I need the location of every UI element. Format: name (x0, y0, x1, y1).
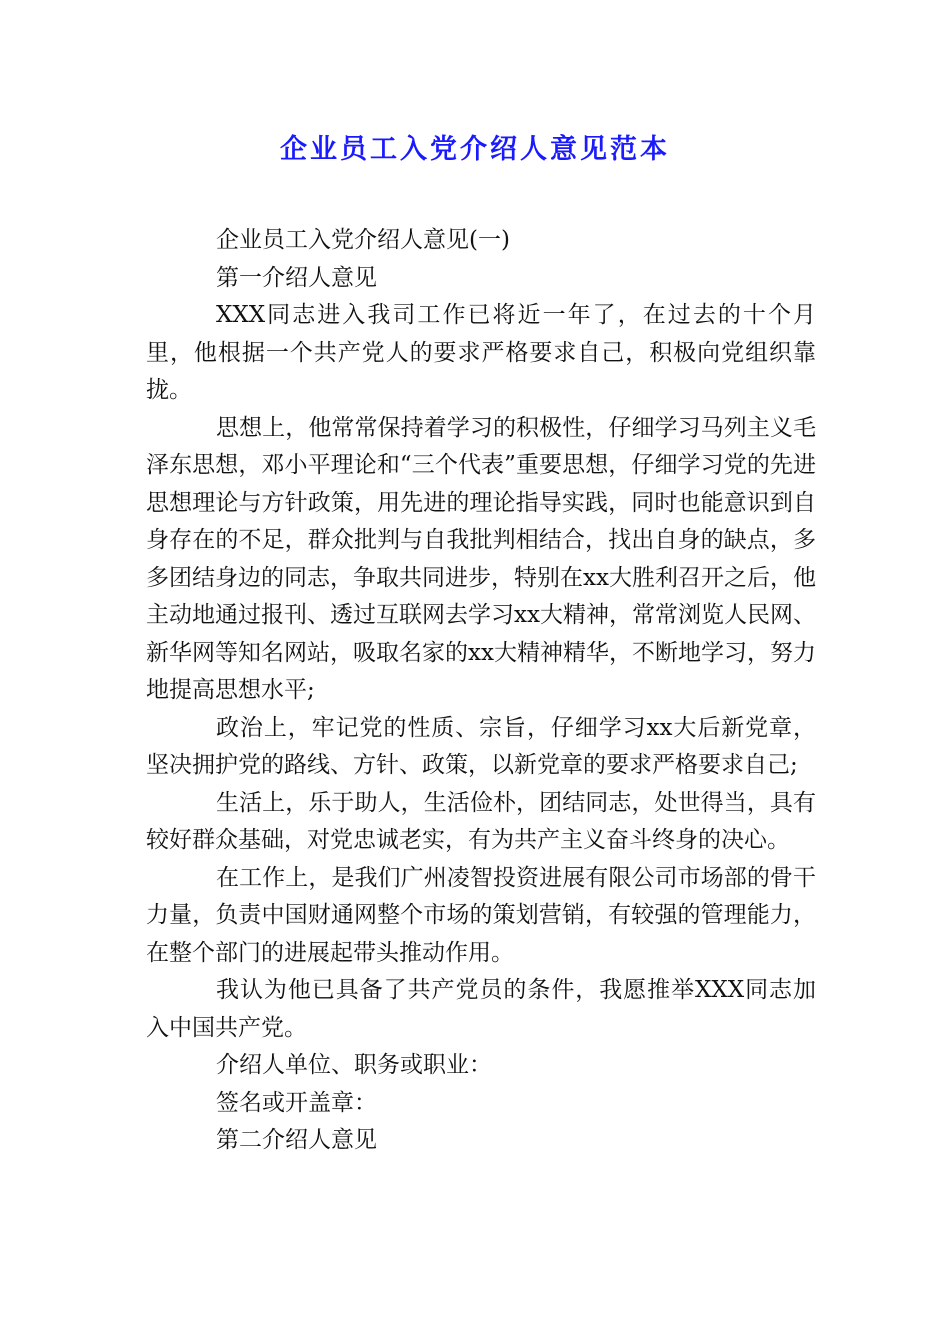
section-heading: 企业员工入党介绍人意见(一) (216, 227, 510, 253)
form-line: 签名或开盖章： (216, 1089, 377, 1116)
body-paragraph: XXX同志进入我司工作已将近一年了，在过去的十个月里，他根据一个共产党人的要求严格要求自己，积极向党组织靠拢。 (146, 302, 816, 403)
document-body (146, 222, 816, 1160)
body-paragraph: 生活上，乐于助人，生活俭朴，团结同志，处世得当，具有较好群众基础，对党忠诚老实，有为共产主义奋斗终身的决心。 (146, 789, 816, 853)
form-line: 介绍人单位、职务或职业： (216, 1052, 492, 1078)
body-paragraph: 思想上，他常常保持着学习的积极性，仔细学习马列主义毛泽东思想，邓小平理论和“三个代表”重要思想，仔细学习党的先进思想理论与方针政策，用先进的理论指导实践，同时也能意识到自身存在的不足，群众批判与自我批判相结合，找出自身的缺点，多多团结身边的同志，争取共同进步，特别在xx大胜利召开之后，他主动地通过报刊、透过互联网去学习xx大精神，常常浏览人民网、新华网等知名网站，吸取名家的xx大精神精华，不断地学习，努力地提高思想水平; (146, 414, 816, 703)
document-title: 企业员工入党介绍人意见范本 (280, 134, 670, 165)
subsection-heading: 第一介绍人意见 (216, 264, 377, 291)
body-paragraph: 在工作上，是我们广州凌智投资进展有限公司市场部的骨干力量，负责中国财通网整个市场的策划营销，有较强的管理能力，在整个部门的进展起带头推动作用。 (146, 864, 816, 966)
body-paragraph: 我认为他已具备了共产党员的条件，我愿推举XXX同志加入中国共产党。 (146, 977, 816, 1041)
subsection-heading: 第二介绍人意见 (216, 1127, 377, 1153)
body-paragraph: 政治上，牢记党的性质、宗旨，仔细学习xx大后新党章，坚决拥护党的路线、方针、政策，以新党章的要求严格要求自己; (146, 714, 816, 778)
